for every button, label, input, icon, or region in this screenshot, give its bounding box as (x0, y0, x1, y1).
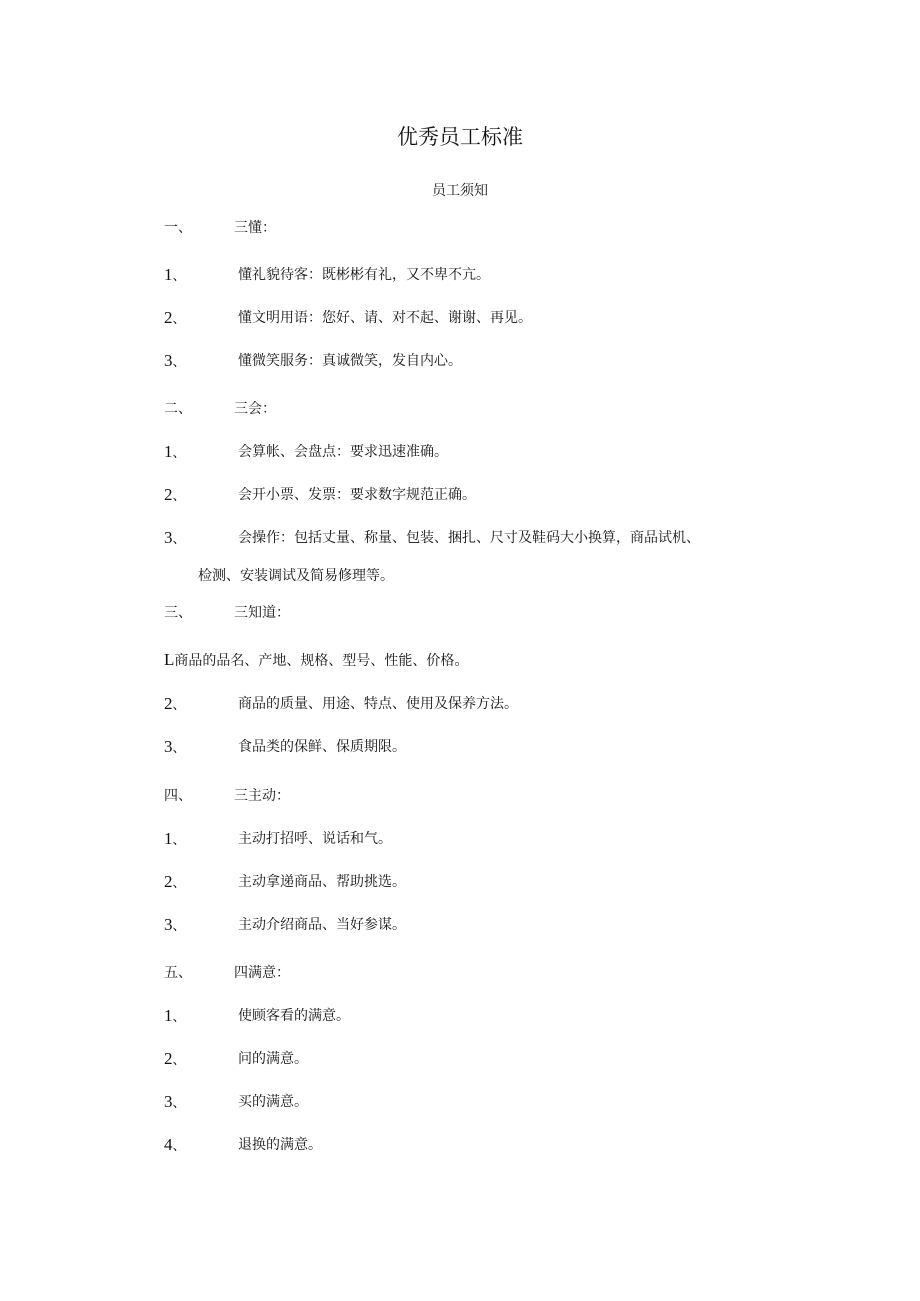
list-item-continuation: 检测、安装调试及简易修理等。 (198, 568, 394, 584)
page-subtitle: 员工须知 (432, 183, 488, 199)
list-item-text: 主动拿递商品、帮助挑选。 (238, 874, 406, 890)
list-item-number: 2、 (164, 1049, 186, 1068)
list-item-number: 2、 (164, 308, 186, 327)
list-item-text: 懂微笑服务：真诚微笑，发自内心。 (238, 353, 462, 369)
list-item-number: 1、 (164, 829, 186, 848)
list-item-text: 懂文明用语：您好、请、对不起、谢谢、再见。 (238, 310, 532, 326)
section-number: 二、 (164, 401, 192, 417)
list-item-text: 问的满意。 (238, 1051, 308, 1067)
list-item-number: 3、 (164, 351, 186, 370)
section-number: 一、 (164, 220, 192, 236)
section-title: 三会： (234, 401, 276, 417)
section-number: 三、 (164, 605, 192, 621)
list-item-text: 使顾客看的满意。 (238, 1008, 350, 1024)
list-item-lead: L (164, 650, 175, 669)
section-title: 三主动： (234, 788, 290, 804)
list-item-number: 1、 (164, 442, 186, 461)
list-item-text: 懂礼貌待客：既彬彬有礼，又不卑不亢。 (238, 267, 490, 283)
list-item (164, 649, 468, 672)
list-item-number: 2、 (164, 694, 186, 713)
list-item-number: 3、 (164, 1092, 186, 1111)
list-item-number: 1、 (164, 1006, 186, 1025)
list-item-text: 食品类的保鲜、保质期限。 (238, 739, 406, 755)
list-item-text: 买的满意。 (238, 1094, 308, 1110)
section-title: 三懂： (234, 220, 276, 236)
list-item-text: 会开小票、发票：要求数字规范正确。 (238, 487, 476, 503)
page-title: 优秀员工标准 (397, 125, 523, 149)
list-item-number: 2、 (164, 485, 186, 504)
list-item-number: 3、 (164, 528, 186, 547)
list-item-number: 2、 (164, 872, 186, 891)
list-item-text: 商品的质量、用途、特点、使用及保养方法。 (238, 696, 518, 712)
list-item-number: 1、 (164, 265, 186, 284)
section-title: 三知道： (234, 605, 290, 621)
list-item-text: 商品的品名、产地、规格、型号、性能、价格。 (174, 653, 469, 669)
list-item-text: 主动介绍商品、当好参谋。 (238, 917, 406, 933)
list-item-text: 会算帐、会盘点：要求迅速准确。 (238, 444, 448, 460)
section-title: 四满意： (234, 965, 290, 981)
list-item-text: 退换的满意。 (238, 1137, 322, 1153)
list-item-number: 4、 (164, 1135, 186, 1154)
section-number: 四、 (164, 788, 192, 804)
list-item-number: 3、 (164, 737, 186, 756)
list-item-text: 会操作：包括丈量、称量、包装、捆扎、尺寸及鞋码大小换算，商品试机、 (238, 530, 700, 546)
list-item-number: 3、 (164, 915, 186, 934)
list-item-text: 主动打招呼、说话和气。 (238, 831, 392, 847)
section-number: 五、 (164, 965, 192, 981)
